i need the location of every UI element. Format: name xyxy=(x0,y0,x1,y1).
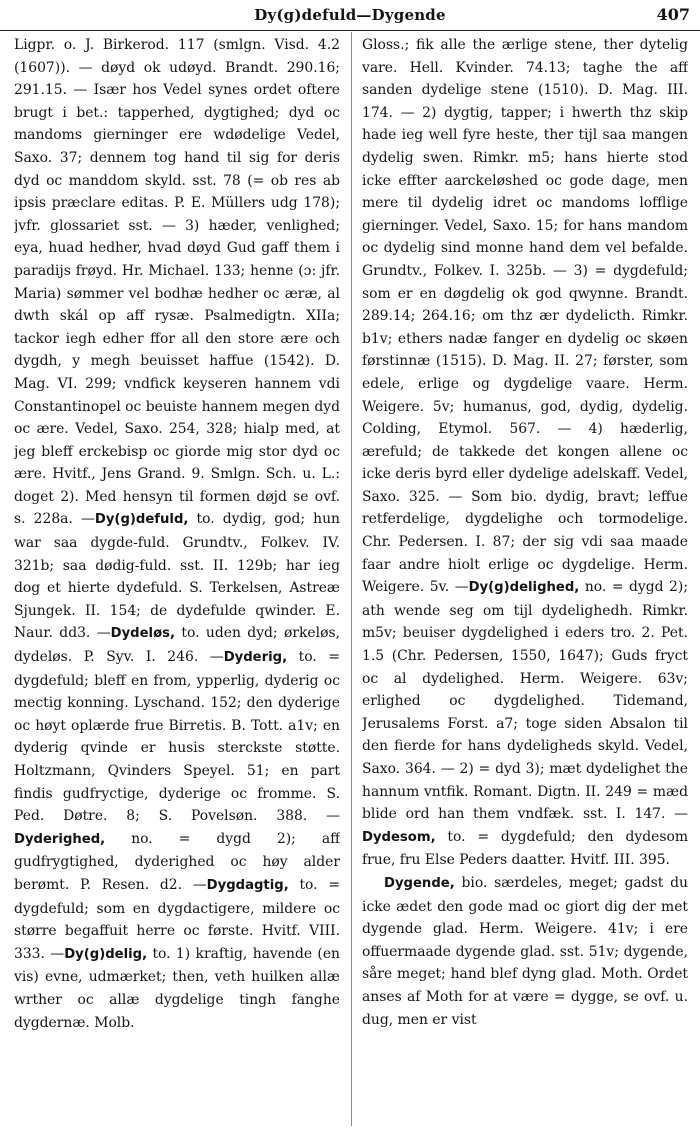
entry-text: to. = dygdefuld; bleff en from, ypperlig, dyderig oc mectig konning. Lyschand. 152; den dyderige oc høyt oplærde frue Birretis. B. Tott. a1v; en dyderig qvinde er husis sterckste støtte. Holtzmann, Qvinders Speyel. 51; en part findis gudfryctige, dyderige oc fromme. S. Ped. Døtre. 8; S. Povelsøn. 388. — xyxy=(14,649,340,825)
entry-headword: Dy(g)delighed, xyxy=(468,580,580,596)
entry-body xyxy=(362,34,688,872)
entry-text: to. dydig, god; hun war saa dygde-fuld. Grundtv., Folkev. IV. 321b; saa dødig-fuld. sst. II. 129b; har ieg dog et hierte dydefuld. S. Terkelsen, Astreæ Sjungek. II. 154; de dydefulde qwinder. E. Naur. dd3. — xyxy=(14,511,340,642)
entry-headword: Dy(g)defuld, xyxy=(94,512,189,528)
left-column xyxy=(14,34,340,1126)
entry-headword: Dyderighed, xyxy=(14,831,106,847)
entry-text: to. uden dyd; ørkeløs, dydeløs. P. Syv. I. 246. — xyxy=(14,625,340,666)
entry-text: Ligpr. o. J. Birkerod. 117 (smlgn. Visd. 4.2 (1607)). — døyd ok udøyd. Brandt. 290.16; 291.15. — Især hos Vedel synes ordet oftere brugt i bet.: tapperhed, dygtighed; dyd oc mandoms gierninger ere wdødelige Vedel, Saxo. 37; dennem tog hand til sig for deris dyd oc manddom skyld. sst. 78 (= ob res ab ipsis præclare editas. P. E. Müllers udg 178); jvfr. glossariet sst. — 3) hæder, venlighed; eya, huad hedher, hvad døyd Gud gaff them i paradijs frøyd. Hr. Michael. 133; henne (ɔ: jfr. Maria) sømmer vel bodhæ hedher oc æræ, al dwth skál op aff rysæ. Psalmedigtn. XIIa; tackor iegh edher ffor all den store ære och dygdh, y megh beuisset haffue (1542). D. Mag. VI. 299; vndfick keyseren hannem vdi Constantinopel oc beuiste hannem megen dyd oc ære. Vedel, Saxo. 254, 328; hialp med, at jeg bleff erckebisp oc giorde mig stor dyd oc ære. Hvitf., Jens Grand. 9. Smlgn. Sch. u. L.: doget 2). Med hensyn til formen døjd se ovf. s. 228a. — xyxy=(14,37,340,528)
entry-headword: Dydeløs, xyxy=(110,626,175,642)
entry-text: Gloss.; fik alle the ærlige stene, ther dytelig vare. Hell. Kvinder. 74.13; taghe the aff sanden dydelige stene (1510). D. Mag. III. 174. — 2) dygtig, tapper; i hwerth thz skip hade ieg well fyre heste, ther tijl saa mangen dydelig swen. Rimkr. m5; hans hierte stod icke effter aarckeløshed oc gode dage, men mere til dydelig idret oc mandoms lofflige gierninger. Vedel, Saxo. 15; for hans mandom oc dydelig sind monne hand dem vel befalde. Grundtv., Folkev. I. 325b. — 3) = dygdefuld; som er en døgdelig ok god qwynne. Brandt. 289.14; 264.16; om thz ær dydelicth. Rimkr. b1v; ethers nadæ fanger en dydelig oc skøen førstinnæ (1515). D. Mag. II. 27; førster, som edele, erlige og dygdelige vaare. Herm. Weigere. 5v; humanus, god, dydig, dydelig. Colding, Etymol. 567. — 4) hæderlig, ærefuld; de takkede det kongen allene oc icke deris byrd eller dydelige adelskaff. Vedel, Saxo. 325. — Som bio. dydig, bravt; leffue retferdelige, dygdelighe och tormodelige. Chr. Pedersen. I. 87; der sig vdi saa maade faar andre hiolt erlige oc dygdelige. Herm. Weigere. 5v. — xyxy=(362,37,688,596)
right-column xyxy=(362,34,688,1126)
entry-text: no. = dygd 2); aff gudfrygtighed, dyderighed oc høy alder berømt. P. Resen. d2. — xyxy=(14,830,340,893)
running-head: Dy(g)defuld—Dygende xyxy=(254,6,446,24)
page-header xyxy=(0,0,700,31)
entry-body xyxy=(362,872,688,1031)
entry-text: bio. særdeles, meget; gadst du icke ædet den gode mad oc giort dig der met dygende glad. Herm. Weigere. 41v; i ere offuermaade dygende glad. sst. 51v; dygende, såre meget; hand blef dyng glad. Moth. Ordet anses af Moth for at være = dygge, se ovf. u. dug, men er vist xyxy=(362,874,688,1028)
entry-text: to. 1) kraftig, havende (en vis) evne, udmærket; then, veth huilken allæ wrther oc allæ dygdelige tingh fanghe dygdernæ. Molb. xyxy=(14,945,340,1031)
column-divider xyxy=(351,32,352,1126)
entry-headword: Dygdagtig, xyxy=(206,877,289,893)
entry-headword: Dy(g)delig, xyxy=(64,946,148,962)
entry-body xyxy=(14,34,340,1034)
page-number: 407 xyxy=(656,5,690,24)
entry-text: no. = dygd 2); ath wende seg om tijl dydelighedh. Rimkr. m5v; beuiser dygdelighed i eders tro. 2. Pet. 1.5 (Chr. Pedersen, 1550, 1647); Guds fryct oc al dydelighed. Herm. Weigere. 63v; erlighed oc dygdelighed. Tidemand, Jerusalems Forst. a7; toge siden Absalon til den fierde for hans dydeligheds skyld. Vedel, Saxo. 364. — 2) = dyd 3); mæt dydelighet the hannum vntfik. Romant. Digtn. II. 249 = mæd blide ord han them vndfæk. sst. I. 147. — xyxy=(362,579,688,823)
entry-headword: Dyderig, xyxy=(223,650,288,666)
entry-text: to. = dygdefuld; som en dygdactigere, mildere oc større begaffuit herre oc første. Hvitf. VIII. 333. — xyxy=(14,876,340,962)
entry-headword: Dydesom, xyxy=(362,829,436,845)
entry-text: to. = dygdefuld; den dydesom frue, fru Else Peders daatter. Hvitf. III. 395. xyxy=(362,828,688,869)
entry-headword: Dygende, xyxy=(384,875,455,891)
